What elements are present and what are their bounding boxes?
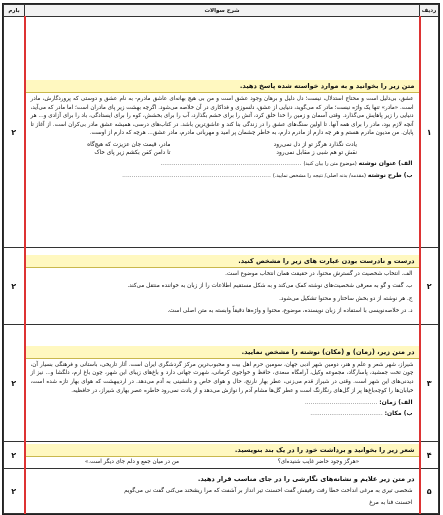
question-3-score: ۲ <box>4 325 25 442</box>
time-answer-line[interactable]: ...................................... <box>304 399 378 407</box>
description-header: شرح سوالات <box>25 5 420 17</box>
part-b-label: ب) طرح نوشته <box>367 171 413 179</box>
question-5-title: در متن زیر علایم و نشانه‌های نگارشی را در جای مناسب قرار دهید. <box>26 473 419 485</box>
question-3-part-a <box>26 397 419 408</box>
part-a-answer-line[interactable]: .......................................................................... <box>160 159 302 167</box>
question-1-part-a <box>26 158 419 170</box>
question-2-body <box>25 248 420 325</box>
score-header: بارم <box>4 5 25 17</box>
question-3-row <box>4 325 439 442</box>
question-3-number: ۳ <box>420 325 439 442</box>
verse-line-a: «هرگز وجود حاضر غایب شنیده‌ای؟ <box>277 458 360 465</box>
question-2-item-a: الف. انتخاب شخصیت در گسترش محتوا، در حقیقت همان انتخاب موضوع است. <box>225 270 413 277</box>
question-4-body <box>25 442 420 469</box>
verse-line-b: من در میان جمع و دلم جای دیگر است.» <box>84 458 180 465</box>
table-header <box>4 5 439 17</box>
question-table <box>2 3 440 515</box>
question-2-title: درست و نادرست بودن عبارت های زیر را مشخص کنید. <box>26 255 419 268</box>
question-5-number: ۵ <box>420 469 439 514</box>
question-1-part-b <box>26 170 419 184</box>
place-answer-line[interactable]: ...................................... <box>310 410 383 418</box>
question-4-score: ۲ <box>4 442 25 469</box>
question-1-poem <box>26 140 419 158</box>
question-5-body <box>25 469 420 514</box>
question-5-row <box>4 469 439 514</box>
question-2-row <box>4 248 439 325</box>
question-4-row <box>4 442 439 469</box>
time-label: الف) زمان: <box>379 399 413 407</box>
part-a-hint: (موضوع متن را بیان کنید) <box>303 160 357 167</box>
question-4-title: شعر زیر را بخوانید و برداشت خود را در یک بند بنویسید. <box>26 444 419 457</box>
question-1-title: متن زیر را بخوانید و به موارد خواسته شده پاسخ دهید. <box>26 80 419 93</box>
question-2-item-b: ب. گفت و گو به معرفی شخصیت‌های نوشته کمک می‌کند و به شکل مستقیم اطلاعات را از زبان به خواننده منتقل می‌کند. <box>127 283 413 289</box>
poem-line-2b: تا دامن کفن بکشم زیر پای خاک <box>94 149 171 156</box>
question-5-score: ۲ <box>4 469 25 514</box>
part-b-hint: (مقدمه/ بدنه اصلی/ نتیجه را مشخص نمایید.) <box>272 172 366 179</box>
question-3-part-b <box>26 408 419 420</box>
question-3-body <box>25 325 420 442</box>
part-a-label: الف) عنوان نوشته <box>358 159 413 167</box>
question-1-paragraph: عشق، بی‌دلیل است و محتاج استدلال، نیست؛ دل دلیل و برهان وجود عشق است و من بی هیچ بهانه‌ای عاشق مادرم- به نام عشق و دوستی که پروردگارش، مادر است. «مادر» تنها یک واژه نیست؛ مادر که می‌گوید، دنیایی از عشق، دلسوزی و فداکاری در آن خلاصه می‌شود. اگرچه بهشت زیر پای مادران است؛ اما مادر که می‌آید، دنیایی را زیر پاهایش می‌گذارد. وقتی آسمان و زمین را خدا خلق کرد، آتش را برای خشم بگذارد، آب را برای بخشش، کوه را برای ایستادگی، باد را برای آزادی و... هر آنچه لازم بود، مادر را برای همه آنها. تا اولین سنگ‌های عشق را در زندگی بنا کند و عاشق‌ترین باشد. در کتاب‌های درسی، همیشه عشق مادر بی‌کران است. از آغاز تا پایان. من مدیون مادرم هستم و هر چه دارم از مادرم دارم، به خاطر چشمان پر امید و مهربانی مادرم، مادر عشق... هرچه که دارم از اوست. <box>30 96 414 137</box>
question-3-paragraph: شیراز، شهر شعر و علم و هنر، دومین شهر ادبی جهان، سومین حرم اهل بیت و محبوب‌ترین مرکز گردشگری ایران است. آثار تاریخی، باستانی و فرهنگی بسیار آن، چون تخت جمشید، پاسارگاد، مجموعه وکیل، آرامگاه سعدی، حافظ و خواجوی کرمانی، شهرت جهانی دارد و باغ‌های زیبای این شهر، چون باغ ارم، دلگشا و... نیز از دیدنی‌های این شهر است. وقتی در شیراز قدم می‌زنی، عطر بهار نارنج، حال و هوای خاص و دلنشینی به آدم می‌دهد. در اردیبهشت که هوای بهار تازه شده است، خیابان‌ها را کوچه‌باغ‌ها پر از گل‌های رنگارنگ است و عطر گل‌ها مشام آدم را نوازش می‌دهد و از یادت نمی‌رود خاطره عصر بهاری شیراز، در حافظیه. <box>30 361 414 394</box>
question-4-number: ۴ <box>420 442 439 469</box>
question-3-title: در متن زیر، (زمان) و (مکان) نوشته را مشخص نمایید. <box>26 346 419 359</box>
question-2-number: ۲ <box>420 248 439 325</box>
question-1-body <box>25 17 420 248</box>
question-2-item-c: ج. هر نوشته از دو بخش ساختار و محتوا تشکیل می‌شود. <box>279 295 413 302</box>
question-5-line-1: شخصی تیری به مرغی انداخت خطا رفت رفیقش گفت احسنت تیر انداز بر آشفت که مرا ریشخند می‌کنی گفت نی می‌گویم <box>124 487 413 494</box>
row-header: ردیف <box>420 5 439 17</box>
question-2-item-d: د. در خلاصه‌نویسی با استفاده از زبان نویسنده، موضوع، محتوا و واژه‌ها دقیقاً وابسته به متن اصلی است. <box>167 308 413 314</box>
question-2-score: ۲ <box>4 248 25 325</box>
question-1-number: ۱ <box>420 17 439 248</box>
place-label: ب) مکان: <box>384 410 413 418</box>
question-5-line-2: احسنت فنا به مرغ <box>369 500 413 506</box>
question-1-row <box>4 17 439 248</box>
poem-line-2a: نقش تو هم شبی ز مقابل نمی‌رود <box>276 149 357 156</box>
poem-line-1a: یادت نگذارد هرگز تو از دل نمی‌رود <box>273 141 357 148</box>
part-b-answer-line[interactable]: .............................................................................. <box>122 171 271 179</box>
question-4-verse <box>26 457 419 467</box>
poem-line-1b: مادر، قیمت جان عزیزت که هیچ‌گاه <box>87 141 171 148</box>
question-1-score: ۲ <box>4 17 25 248</box>
